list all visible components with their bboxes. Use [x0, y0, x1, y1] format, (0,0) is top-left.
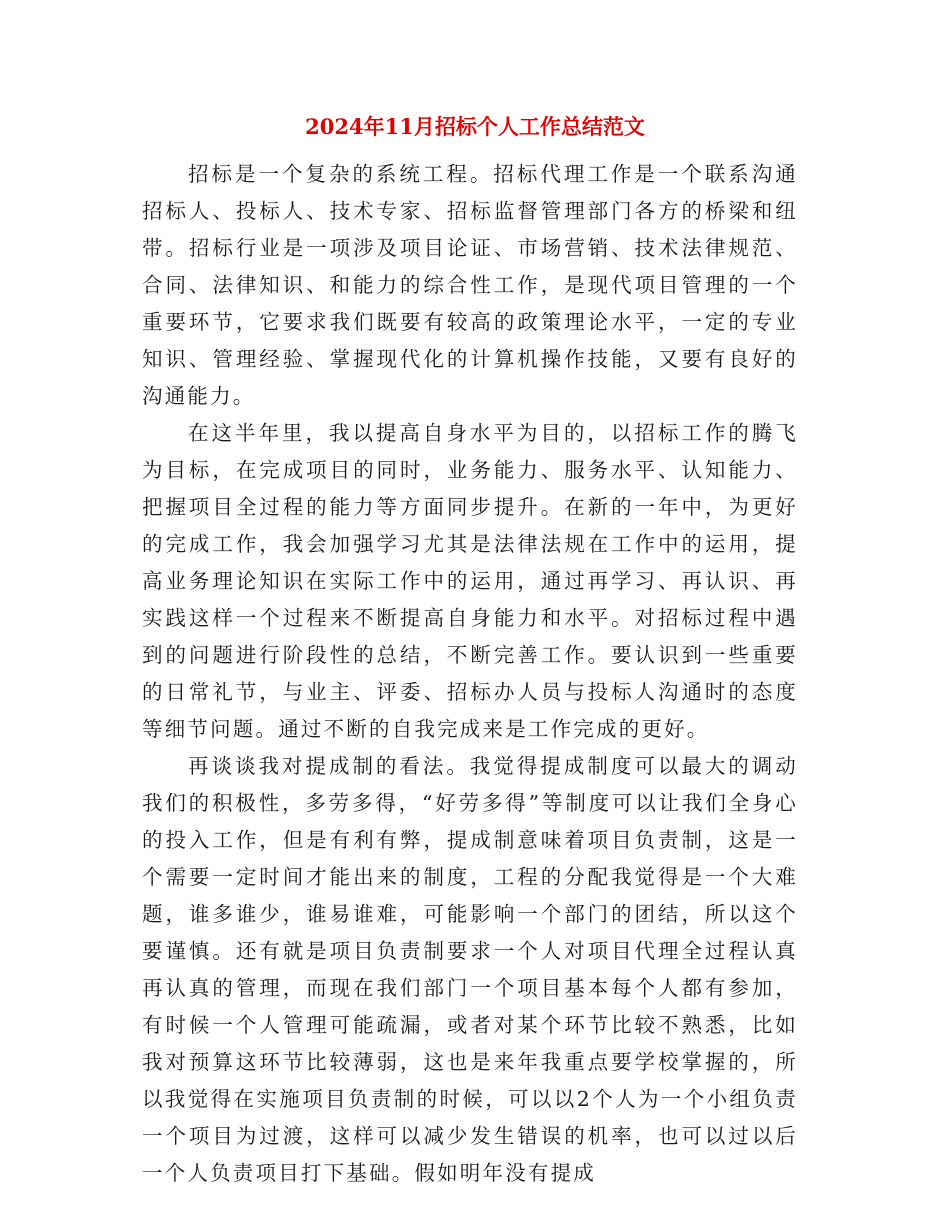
document-body — [142, 156, 798, 1192]
paragraph-2: 在这半年里，我以提高自身水平为目的，以招标工作的腾飞为目标，在完成项目的同时，业务能力、服务水平、认知能力、把握项目全过程的能力等方面同步提升。在新的一年中，为更好的完成工作，我会加强学习尤其是法律法规在工作中的运用，提高业务理论知识在实际工作中的运用，通过再学习、再认识、再实践这样一个过程来不断提高自身能力和水平。对招标过程中遇到的问题进行阶段性的总结，不断完善工作。要认识到一些重要的日常礼节，与业主、评委、招标办人员与投标人沟通时的态度等细节问题。通过不断的自我完成来是工作完成的更好。 — [142, 421, 798, 741]
paragraph-1: 招标是一个复杂的系统工程。招标代理工作是一个联系沟通招标人、投标人、技术专家、招标监督管理部门各方的桥梁和纽带。招标行业是一项涉及项目论证、市场营销、技术法律规范、合同、法律知识、和能力的综合性工作，是现代项目管理的一个重要环节，它要求我们既要有较高的政策理论水平，一定的专业知识、管理经验、掌握现代化的计算机操作技能，又要有良好的沟通能力。 — [142, 162, 798, 408]
document-title: 2024年11月招标个人工作总结范文 — [305, 114, 645, 139]
paragraph-3: 再谈谈我对提成制的看法。我觉得提成制度可以最大的调动我们的积极性，多劳多得，“好劳多得”等制度可以让我们全身心的投入工作，但是有利有弊，提成制意味着项目负责制，这是一个需要一定时间才能出来的制度，工程的分配我觉得是一个大难题，谁多谁少，谁易谁难，可能影响一个部门的团结，所以这个要谨慎。还有就是项目负责制要求一个人对项目代理全过程认真再认真的管理，而现在我们部门一个项目基本每个人都有参加，有时候一个人管理可能疏漏，或者对某个环节比较不熟悉，比如我对预算这环节比较薄弱，这也是来年我重点要学校掌握的，所以我觉得在实施项目负责制的时候，可以以2个人为一个小组负责一个项目为过渡，这样可以减少发生错误的机率，也可以过以后一个人负责项目打下基础。假如明年没有提成 — [142, 754, 798, 1185]
